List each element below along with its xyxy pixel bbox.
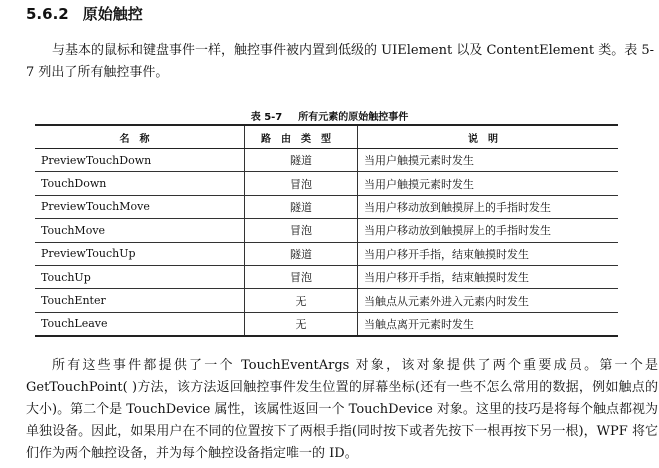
- table-caption-title: 所有元素的原始触控事件: [298, 112, 409, 123]
- event-name: TouchUp: [35, 265, 245, 288]
- event-name: PreviewTouchDown: [35, 149, 245, 172]
- event-name: PreviewTouchMove: [35, 195, 245, 218]
- table-caption-label: 表 5-7: [250, 112, 283, 123]
- event-name: PreviewTouchUp: [35, 242, 245, 265]
- event-routing: 冒泡: [245, 219, 358, 242]
- touch-events-table: [35, 124, 618, 337]
- table-row: [35, 219, 618, 242]
- body-paragraph: 所有这些事件都提供了一个 TouchEventArgs 对象，该对象提供了两个重要成员。第一个是 GetTouchPoint( )方法，该方法返回触控事件发生位置的屏幕坐标(还有一些不怎么常用的数据，例如触点的大小)。第二个是 TouchDevice 属性，该属性返回一个 TouchDevice 对象。这里的技巧是将每个触点都视为单独设备。因此，如果用户在不同的位置按下了两根手指(同时按下或者先按下一根再按下另一根)，WPF 将它们作为两个触控设备，并为每个触控设备指定唯一的 ID。: [26, 358, 658, 461]
- table-header-row: [35, 125, 618, 149]
- table-row: [35, 265, 618, 288]
- event-routing: 无: [245, 289, 358, 312]
- event-name: TouchMove: [35, 219, 245, 242]
- event-description: 当用户触摸元素时发生: [358, 149, 619, 172]
- event-routing: 冒泡: [245, 172, 358, 195]
- table-row: [35, 195, 618, 218]
- header-name: 名称: [35, 125, 245, 149]
- header-description: 说明: [358, 125, 619, 149]
- header-routing-type: 路由类型: [245, 125, 358, 149]
- event-description: 当用户移开手指，结束触摸时发生: [358, 265, 619, 288]
- event-description: 当触点从元素外进入元素内时发生: [358, 289, 619, 312]
- event-name: TouchEnter: [35, 289, 245, 312]
- event-name: TouchLeave: [35, 312, 245, 336]
- table-caption: [0, 108, 659, 123]
- event-routing: 隧道: [245, 242, 358, 265]
- intro-paragraph: 与基本的鼠标和键盘事件一样，触控事件被内置到低级的 UIElement 以及 ContentElement 类。表 5-7 列出了所有触控事件。: [26, 43, 654, 80]
- table-row: [35, 172, 618, 195]
- event-description: 当用户移动放到触摸屏上的手指时发生: [358, 219, 619, 242]
- table-row: [35, 149, 618, 172]
- table-row: [35, 312, 618, 336]
- table-row: [35, 289, 618, 312]
- section-number: 5.6.2: [26, 5, 69, 23]
- event-description: 当用户移开手指，结束触摸时发生: [358, 242, 619, 265]
- event-name: TouchDown: [35, 172, 245, 195]
- table-row: [35, 242, 618, 265]
- event-description: 当用户移动放到触摸屏上的手指时发生: [358, 195, 619, 218]
- event-description: 当用户触摸元素时发生: [358, 172, 619, 195]
- event-routing: 隧道: [245, 195, 358, 218]
- section-title-text: 原始触控: [82, 5, 143, 23]
- event-routing: 隧道: [245, 149, 358, 172]
- section-heading: [26, 3, 143, 24]
- event-routing: 无: [245, 312, 358, 336]
- event-routing: 冒泡: [245, 265, 358, 288]
- event-description: 当触点离开元素时发生: [358, 312, 619, 336]
